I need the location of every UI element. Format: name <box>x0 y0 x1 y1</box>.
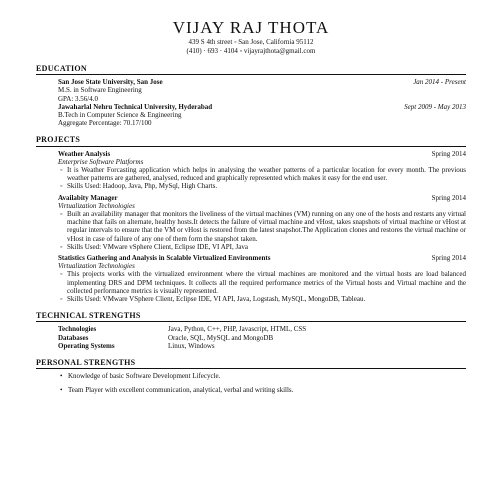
tech-value: Linux, Windows <box>168 341 215 350</box>
project-bullet: ◦ Skills Used: VMware vSphere Client, Eclipse IDE, VI API, Java <box>60 243 466 251</box>
tech-label: Operating Systems <box>58 341 115 350</box>
project-name: Weather Analysis <box>58 149 111 158</box>
degree: M.S. in Software Engineering <box>58 86 142 95</box>
section-divider <box>36 321 466 322</box>
phone-number: (410) · 693 · 4104 <box>186 47 238 55</box>
project-bullets <box>36 166 466 191</box>
email-address[interactable]: vijayrajthota@gmail.com <box>243 47 316 55</box>
technical-heading: TECHNICAL STRENGTHS <box>36 311 141 321</box>
project-name: Availabity Manager <box>58 193 118 202</box>
project-date: Spring 2014 <box>431 254 466 263</box>
technical-table <box>36 325 466 350</box>
project-bullets <box>36 210 466 251</box>
personal-heading: PERSONAL STRENGTHS <box>36 358 136 368</box>
education-dates: Sept 2009 - May 2013 <box>404 102 466 111</box>
project-date: Spring 2014 <box>431 149 466 158</box>
project-bullet: ◦ This projects works with the virtualized environment where the virtual machines are monitored and the virtual hosts are load balanced implementing DRS and DPM techniques. It collects all the required performance metrics of the Virtual hosts and Virtual machine and the collected performance metrics is visually represented. <box>60 270 466 295</box>
section-divider <box>36 146 466 147</box>
project-entry <box>36 254 466 303</box>
project-bullets <box>36 270 466 303</box>
project-domain: Virtualization Technologies <box>58 201 135 210</box>
tech-label: Databases <box>58 333 89 342</box>
project-entry <box>36 194 466 251</box>
project-entry <box>36 150 466 191</box>
school-name: San Jose State University, San Jose <box>58 78 163 87</box>
project-bullet: ◦ Skills Used: VMware VSphere Client, Eclipse IDE, VI API, Java, Logstash, MySQL, MongoDB, Tableau. <box>60 295 466 303</box>
projects-heading: PROJECTS <box>36 135 81 145</box>
score: GPA: 3.56/4.0 <box>58 94 99 103</box>
education-heading: EDUCATION <box>36 64 88 73</box>
project-domain: Enterprise Software Platforms <box>58 157 144 166</box>
project-bullet: ◦ Skills Used: Hadoop, Java, Php, MySql, High Charts. <box>60 182 466 190</box>
resume-page <box>36 12 466 399</box>
contact-separator: ◦ <box>239 47 243 55</box>
tech-label: Technologies <box>58 325 97 334</box>
school-name: Jawaharlal Nehru Technical University, Hyderabad <box>58 102 213 111</box>
personal-item: • Knowledge of basic Software Development Lifecycle. <box>60 372 466 380</box>
personal-item: • Team Player with excellent communication, analytical, verbal and writing skills. <box>60 386 466 394</box>
degree: B.Tech in Computer Science & Engineering <box>58 111 182 120</box>
project-domain: Virtualization Technologies <box>58 262 135 271</box>
candidate-name: VIJAY RAJ THOTA <box>172 18 330 37</box>
project-bullet: ◦ It is Weather Forcasting application which helps in analysing the weather patterns of a particular location for every month. The previous weather patterns are gathered, analysed, reduced and graphically represented which makes it easy for the end user. <box>60 166 466 182</box>
score: Aggregate Percentage: 70.17/100 <box>58 119 152 128</box>
project-bullet: ◦ Built an availability manager that monitors the liveliness of the virtual machines (VM) running on any one of the hosts and restarts any virtual machine that fails on alternate, healthy hosts.It detects the failure of virtual machine and vHost, takes snapshots of virtual machine or vHost at regular intervals to ensure that the VM or vHost is restored from the latest snapshot.The Application clones and restores the virtual machine or vHost in case of failure of any one of them form the snapshot taken. <box>60 210 466 243</box>
education-entry <box>36 103 466 128</box>
section-divider <box>36 368 466 369</box>
section-divider <box>36 74 466 75</box>
personal-list <box>36 372 466 393</box>
project-name: Statistics Gathering and Analysis in Scalable Virtualized Environments <box>58 254 271 263</box>
contact-line <box>36 47 466 56</box>
project-date: Spring 2014 <box>431 193 466 202</box>
education-dates: Jan 2014 - Present <box>413 78 466 87</box>
address-line: 439 S 4th street ◦ San Jose, California 95112 <box>188 38 314 46</box>
tech-value: Oracle, SQL, MySQL and MongoDB <box>168 333 274 342</box>
tech-value: Java, Python, C++, PHP, Javascript, HTML, CSS <box>168 325 307 334</box>
education-entry <box>36 78 466 103</box>
